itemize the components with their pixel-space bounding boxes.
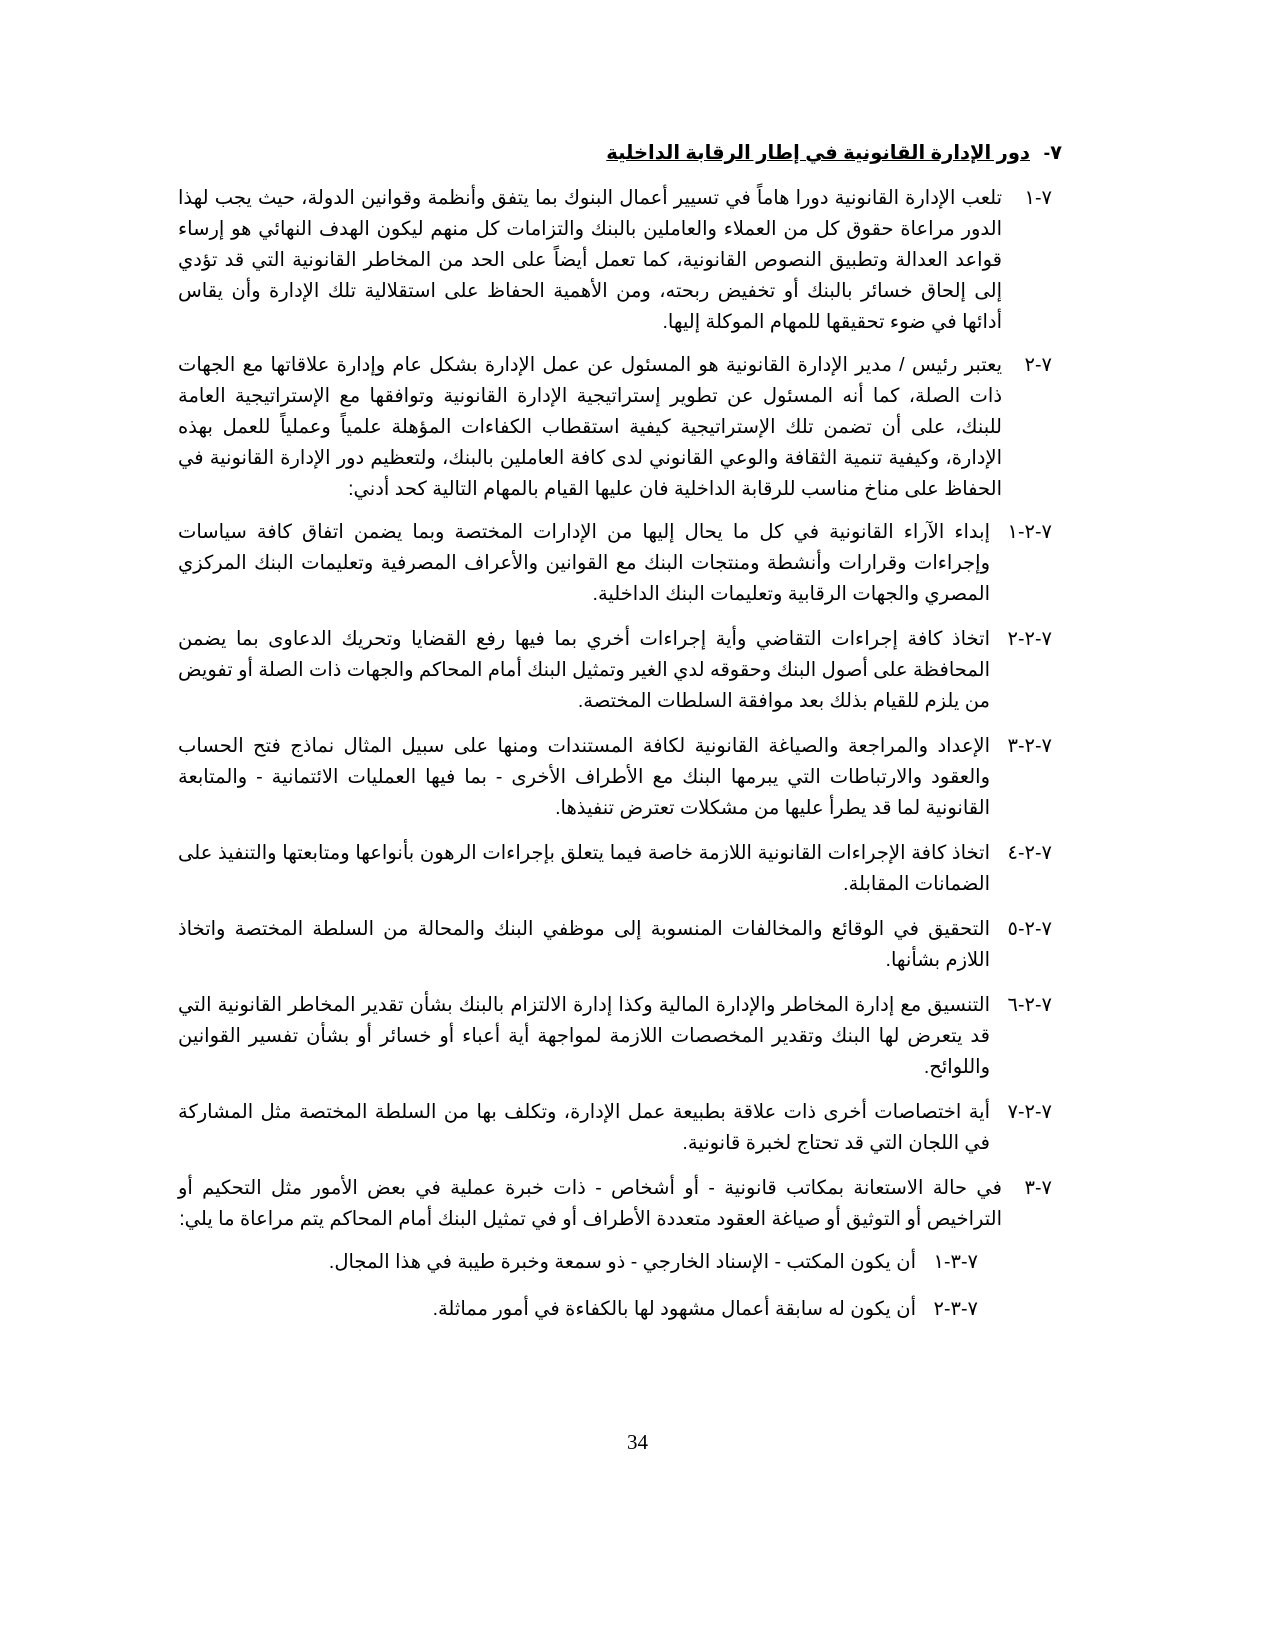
subclause-7-3-2 (178, 1294, 988, 1325)
clause-text: يعتبر رئيس / مدير الإدارة القانونية هو المسئول عن عمل الإدارة بشكل عام وإدارة علاقاتها مع الجهات ذات الصلة، كما أنه المسئول عن تطوير إستراتيجية الإدارة القانونية وتوافقها مع الإستراتيجية العامة للبنك، على أن تضمن تلك الإستراتيجية كيفية استقطاب الكفاءات المؤهلة علمياً وعملياً للعمل بهذه الإدارة، وكيفية تنمية الثقافة والوعي القانوني لدى كافة العاملين بالبنك، ولتعظيم دور الإدارة القانونية في الحفاظ على مناخ مناسب للرقابة الداخلية فان عليها القيام بالمهام التالية كحد أدني: (178, 354, 1003, 500)
section-number: ٧- (1043, 142, 1062, 164)
subclause-7-2-6 (178, 990, 1062, 1083)
clause-number: ٧-٣ (1024, 1177, 1052, 1199)
subclause-text: الإعداد والمراجعة والصياغة القانونية لكافة المستندات ومنها على سبيل المثال نماذج فتح الحساب والعقود والارتباطات التي يبرمها البنك مع الأطراف الأخرى - بما فيها العمليات الائتمانية - والمتابعة القانونية لما قد يطرأ عليها من مشكلات تعترض تنفيذها. (178, 735, 990, 819)
subclause-7-2-3 (178, 731, 1062, 824)
subclause-text: التحقيق في الوقائع والمخالفات المنسوبة إلى موظفي البنك والمحالة من السلطة المختصة واتخاذ اللازم بشأنها. (178, 918, 990, 971)
clause-7-3 (178, 1173, 1062, 1235)
subclause-number: ٧-٢-٦ (1007, 994, 1052, 1016)
clause-text: في حالة الاستعانة بمكاتب قانونية - أو أشخاص - ذات خبرة عملية في بعض الأمور مثل التحكيم أو التراخيص أو التوثيق أو صياغة العقود متعددة الأطراف أو في تمثيل البنك أمام المحاكم يتم مراعاة ما يلي: (178, 1177, 1002, 1230)
subclause-text: اتخاذ كافة الإجراءات القانونية اللازمة خاصة فيما يتعلق بإجراءات الرهون بأنواعها ومتابعتها والتنفيذ على الضمانات المقابلة. (178, 842, 990, 895)
subclause-number: ٧-٢-٤ (1007, 842, 1052, 864)
subclause-text: التنسيق مع إدارة المخاطر والإدارة المالية وكذا إدارة الالتزام بالبنك بشأن تقدير المخاطر القانونية التي قد يتعرض لها البنك وتقدير المخصصات اللازمة لمواجهة أية أعباء أو خسائر أو بشأن تفسير القوانين واللوائح. (178, 994, 990, 1078)
page-number: 34 (627, 1430, 648, 1454)
subclause-number: ٧-٣-١ (933, 1251, 978, 1273)
section-title: دور الإدارة القانونية في إطار الرقابة الداخلية (606, 142, 1030, 164)
subclause-7-2-4 (178, 838, 1062, 900)
document-body (178, 138, 1062, 1341)
subclause-number: ٧-٢-٣ (1007, 735, 1052, 757)
subclause-7-2-5 (178, 914, 1062, 976)
subclause-number: ٧-٢-١ (1007, 521, 1052, 543)
subclause-number: ٧-٢-٢ (1007, 628, 1052, 650)
subclause-number: ٧-٢-٧ (1007, 1101, 1052, 1123)
subclause-text: أن يكون المكتب - الإسناد الخارجي - ذو سمعة وخبرة طيبة في هذا المجال. (328, 1251, 916, 1273)
clause-7-1 (178, 183, 1062, 338)
clause-text: تلعب الإدارة القانونية دورا هاماً في تسيير أعمال البنوك بما يتفق وأنظمة وقوانين الدولة، حيث يجب لهذا الدور مراعاة حقوق كل من العملاء والعاملين بالبنك والتزامات كل منهم ليكون الهدف النهائي هو إرساء قواعد العدالة وتطبيق النصوص القانونية، كما تعمل أيضاً على الحد من المخاطر القانونية التي قد تؤدي إلى إلحاق خسائر بالبنك أو تخفيض ربحته، ومن الأهمية الحفاظ على استقلالية تلك الإدارة وأن يقاس أدائها في ضوء تحقيقها للمهام الموكلة إليها. (178, 187, 1002, 333)
subclause-text: أية اختصاصات أخرى ذات علاقة بطبيعة عمل الإدارة، وتكلف بها من السلطة المختصة مثل المشاركة في اللجان التي قد تحتاج لخبرة قانونية. (178, 1101, 990, 1154)
subclause-7-2-1 (178, 517, 1062, 610)
subclause-7-3-1 (178, 1247, 988, 1278)
section-heading (178, 138, 1062, 169)
subclause-text: إبداء الآراء القانونية في كل ما يحال إليها من الإدارات المختصة وبما يضمن اتفاق كافة سياسات وإجراءات وقرارات وأنشطة ومنتجات البنك مع القوانين والأعراف المصرفية وتعليمات البنك المركزي المصري والجهات الرقابية وتعليمات البنك الداخلية. (178, 521, 990, 605)
subclause-number: ٧-٣-٢ (933, 1298, 978, 1320)
subclause-text: اتخاذ كافة إجراءات التقاضي وأية إجراءات أخري بما فيها رفع القضايا وتحريك الدعاوى بما يضمن المحافظة على أصول البنك وحقوقه لدي الغير وتمثيل البنك أمام المحاكم والجهات ذات الصلة أو تفويض من يلزم للقيام بذلك بعد موافقة السلطات المختصة. (178, 628, 990, 712)
subclause-text: أن يكون له سابقة أعمال مشهود لها بالكفاءة في أمور مماثلة. (432, 1298, 916, 1320)
clause-number: ٧-١ (1024, 187, 1052, 209)
clause-number: ٧-٢ (1024, 354, 1052, 376)
subclause-7-2-2 (178, 624, 1062, 717)
subclause-7-2-7 (178, 1097, 1062, 1159)
subclause-number: ٧-٢-٥ (1007, 918, 1052, 940)
clause-7-2 (178, 350, 1062, 505)
